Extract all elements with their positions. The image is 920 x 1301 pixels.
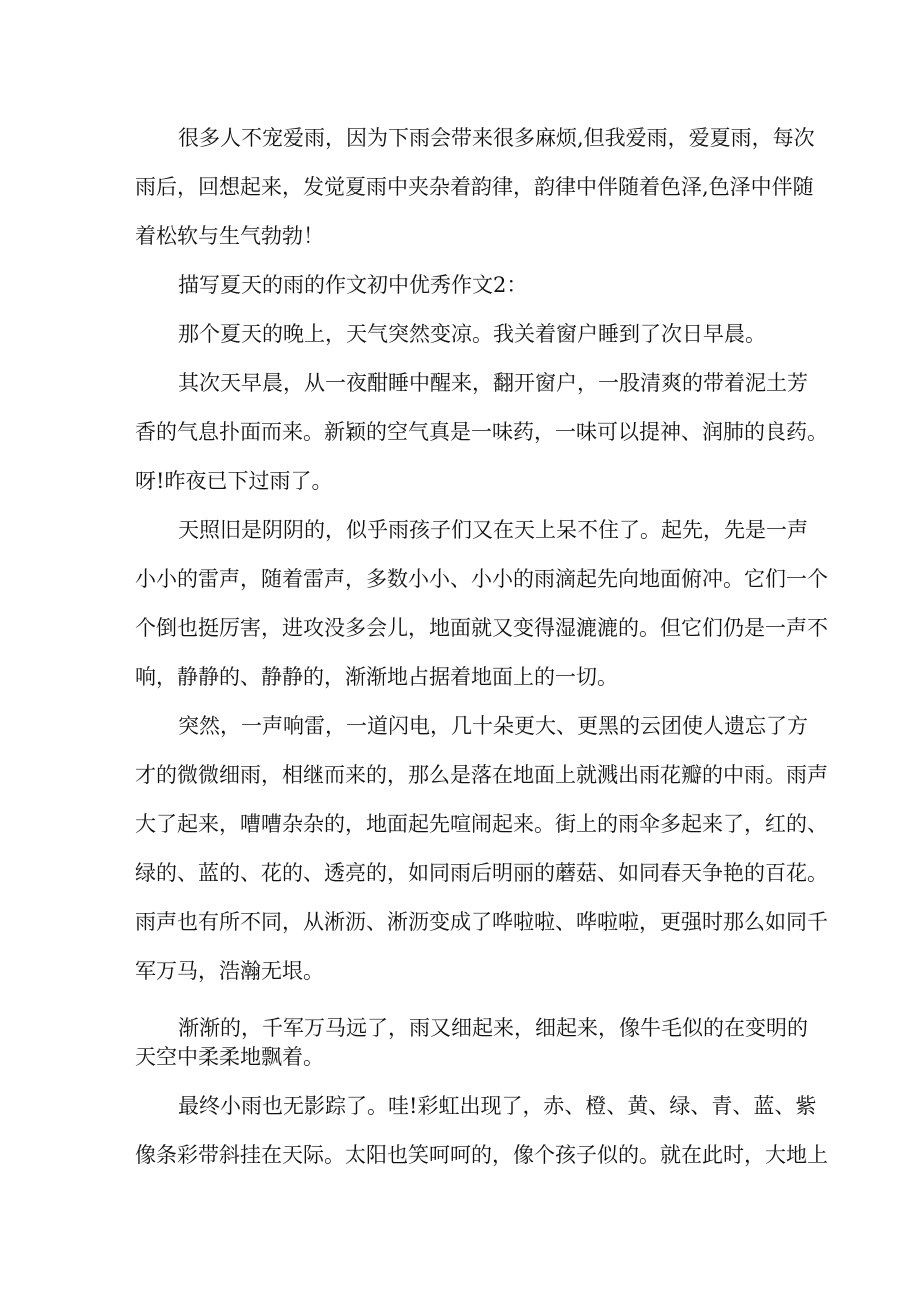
paragraph-5-line-4: 绿的、蓝的、花的、透亮的，如同雨后明丽的蘑菇、如同春天争艳的百花。 [135,861,828,885]
paragraph-7-line-1: 最终小雨也无影踪了。哇!彩虹出现了，赤、橙、黄、绿、青、蓝、紫 [178,1094,817,1118]
paragraph-5-line-2: 才的微微细雨，相继而来的，那么是落在地面上就溅出雨花瓣的中雨。雨声 [135,763,828,787]
paragraph-7-line-2: 像条彩带斜挂在天际。太阳也笑呵呵的，像个孩子似的。就在此时，大地上 [135,1143,828,1167]
paragraph-1-line-3: 着松软与生气勃勃！ [135,224,324,248]
paragraph-3-line-1: 其次天早晨，从一夜酣睡中醒来，翻开窗户，一股清爽的带着泥土芳 [178,371,808,395]
paragraph-6-line-2: 天空中柔柔地飘着。 [135,1045,324,1069]
paragraph-3-line-3: 呀!昨夜已下过雨了。 [135,469,333,493]
paragraph-1-line-1: 很多人不宠爱雨，因为下雨会带来很多麻烦,但我爱雨，爱夏雨，每次 [178,126,815,150]
paragraph-6-line-1: 渐渐的，千军万马远了，雨又细起来，细起来，像牛毛似的在变明的 [178,1016,808,1040]
paragraph-5-line-1: 突然，一声响雷，一道闪电，几十朵更大、更黑的云团使人遗忘了方 [178,714,808,738]
paragraph-1-line-2: 雨后，回想起来，发觉夏雨中夹杂着韵律，韵律中伴随着色泽,色泽中伴随 [135,175,814,199]
paragraph-5-line-3: 大了起来，嘈嘈杂杂的，地面起先喧闹起来。街上的雨伞多起来了，红的、 [135,812,828,836]
paragraph-5-line-6: 军万马，浩瀚无垠。 [135,959,324,983]
paragraph-3-line-2: 香的气息扑面而来。新颖的空气真是一味药，一味可以提神、润肺的良药。 [135,420,828,444]
essay-heading: 描写夏天的雨的作文初中优秀作文2： [178,273,528,297]
paragraph-4-line-2: 小小的雷声，随着雷声，多数小小、小小的雨滴起先向地面俯冲。它们一个 [135,567,828,591]
paragraph-5-line-5: 雨声也有所不同，从淅沥、淅沥变成了哗啦啦、哗啦啦，更强时那么如同千 [135,910,828,934]
paragraph-4-line-1: 天照旧是阴阴的，似乎雨孩子们又在天上呆不住了。起先，先是一声 [178,518,808,542]
paragraph-2-line-1: 那个夏天的晚上，天气突然变凉。我关着窗户睡到了次日早晨。 [178,322,766,346]
paragraph-4-line-3: 个倒也挺厉害，进攻没多会儿，地面就又变得湿漉漉的。但它们仍是一声不 [135,616,828,640]
paragraph-4-line-4: 响，静静的、静静的，渐渐地占据着地面上的一切。 [135,665,618,689]
